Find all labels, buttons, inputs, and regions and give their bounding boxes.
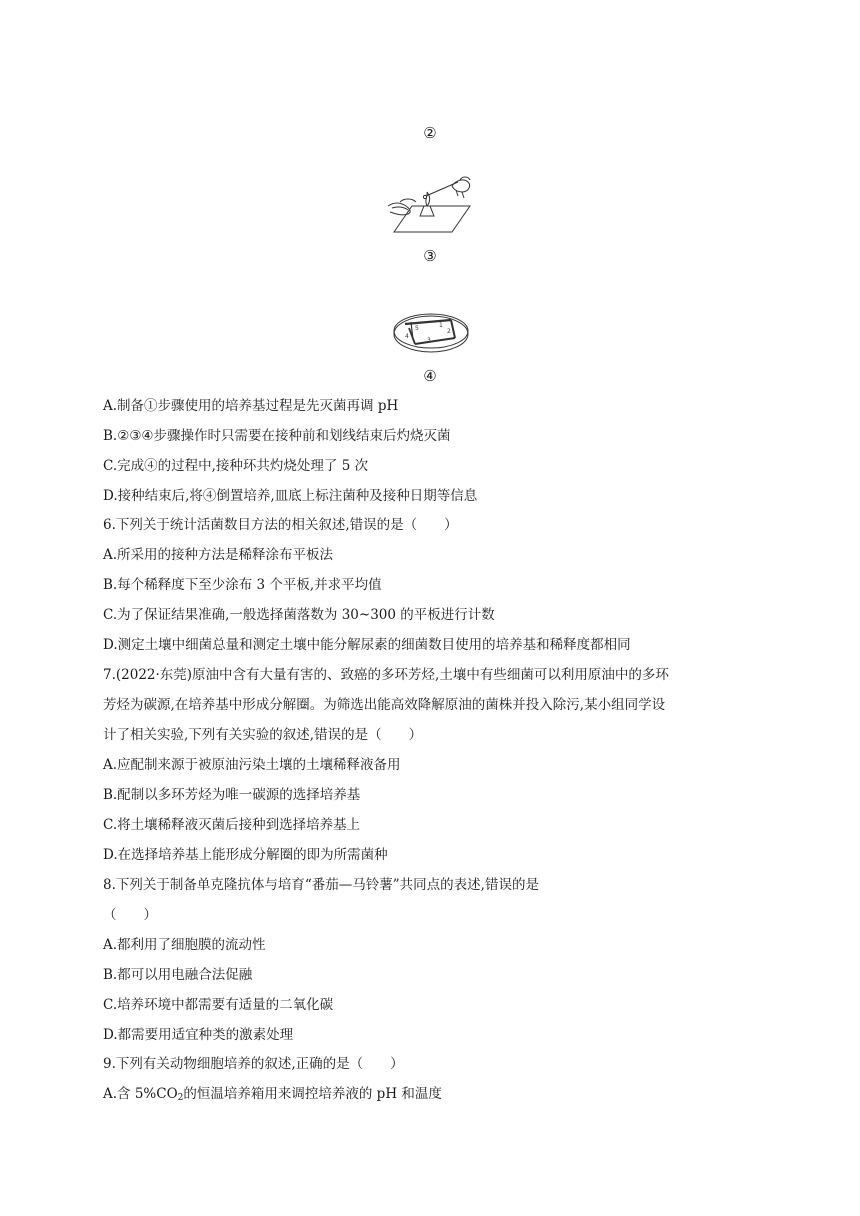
q8-answer-blank: （ ） [103, 907, 157, 923]
q8-option-d: D.都需要用适宜种类的激素处理 [103, 1027, 294, 1043]
q5-option-a: A.制备①步骤使用的培养基过程是先灭菌再调 pH [103, 398, 399, 414]
q8-option-a: A.都利用了细胞膜的流动性 [103, 937, 266, 953]
plate-mark-2: 2 [447, 328, 451, 335]
q7-stem-line-1: 7.(2022·东莞)原油中含有大量有害的、致癌的多环芳烃,土壤中有些细菌可以利用原油中的多环 [103, 667, 669, 683]
q6-stem: 6.下列关于统计活菌数目方法的相关叙述,错误的是（ ） [103, 517, 458, 533]
inoculation-illustration [386, 176, 476, 238]
q7-option-b: B.配制以多环芳烃为唯一碳源的选择培养基 [103, 787, 361, 803]
figure-4-label: ④ [423, 367, 437, 385]
q7-option-d: D.在选择培养基上能形成分解圈的即为所需菌种 [103, 847, 388, 863]
petri-dish-illustration [391, 310, 471, 356]
q7-stem-line-3: 计了相关实验,下列有关实验的叙述,错误的是（ ） [103, 727, 423, 743]
figure-3-label: ③ [423, 247, 437, 265]
plate-mark-5: 5 [415, 325, 419, 332]
q6-option-d: D.测定土壤中细菌总量和测定土壤中能分解尿素的细菌数目使用的培养基和稀释度都相同 [103, 637, 631, 653]
q7-stem-line-2: 芳烃为碳源,在培养基中形成分解圈。为筛选出能高效降解原油的菌株并投入除污,某小组同学设 [103, 697, 666, 713]
q9-stem: 9.下列有关动物细胞培养的叙述,正确的是（ ） [103, 1056, 404, 1072]
q5-option-d: D.接种结束后,将④倒置培养,皿底上标注菌种及接种日期等信息 [103, 488, 478, 504]
q7-option-a: A.应配制来源于被原油污染土壤的土壤稀释液备用 [103, 757, 401, 773]
q6-option-c: C.为了保证结果准确,一般选择菌落数为 30~300 的平板进行计数 [103, 607, 495, 623]
plate-mark-4: 4 [405, 333, 409, 340]
q6-option-a: A.所采用的接种方法是稀释涂布平板法 [103, 547, 334, 563]
figure-2-label: ② [423, 124, 437, 142]
co2-subscript: 2 [177, 1093, 184, 1103]
q9-option-a-text-end: 的恒温培养箱用来调控培养液的 pH 和温度 [183, 1086, 442, 1102]
q6-option-b: B.每个稀释度下至少涂布 3 个平板,并求平均值 [103, 577, 382, 593]
q5-option-b: B.②③④步骤操作时只需要在接种前和划线结束后灼烧灭菌 [103, 428, 451, 444]
plate-mark-1: 1 [439, 322, 443, 329]
q7-option-c: C.将土壤稀释液灭菌后接种到选择培养基上 [103, 817, 361, 833]
q8-stem: 8.下列关于制备单克隆抗体与培育“番茄—马铃薯”共同点的表述,错误的是 [103, 877, 539, 893]
q9-option-a-text: A.含 5%CO [103, 1086, 178, 1102]
q5-option-c: C.完成④的过程中,接种环共灼烧处理了 5 次 [103, 458, 369, 474]
q9-option-a [103, 1085, 763, 1103]
q8-option-c: C.培养环境中都需要有适量的二氧化碳 [103, 997, 334, 1013]
q8-option-b: B.都可以用电融合法促融 [103, 967, 253, 983]
plate-mark-3: 3 [427, 337, 431, 344]
